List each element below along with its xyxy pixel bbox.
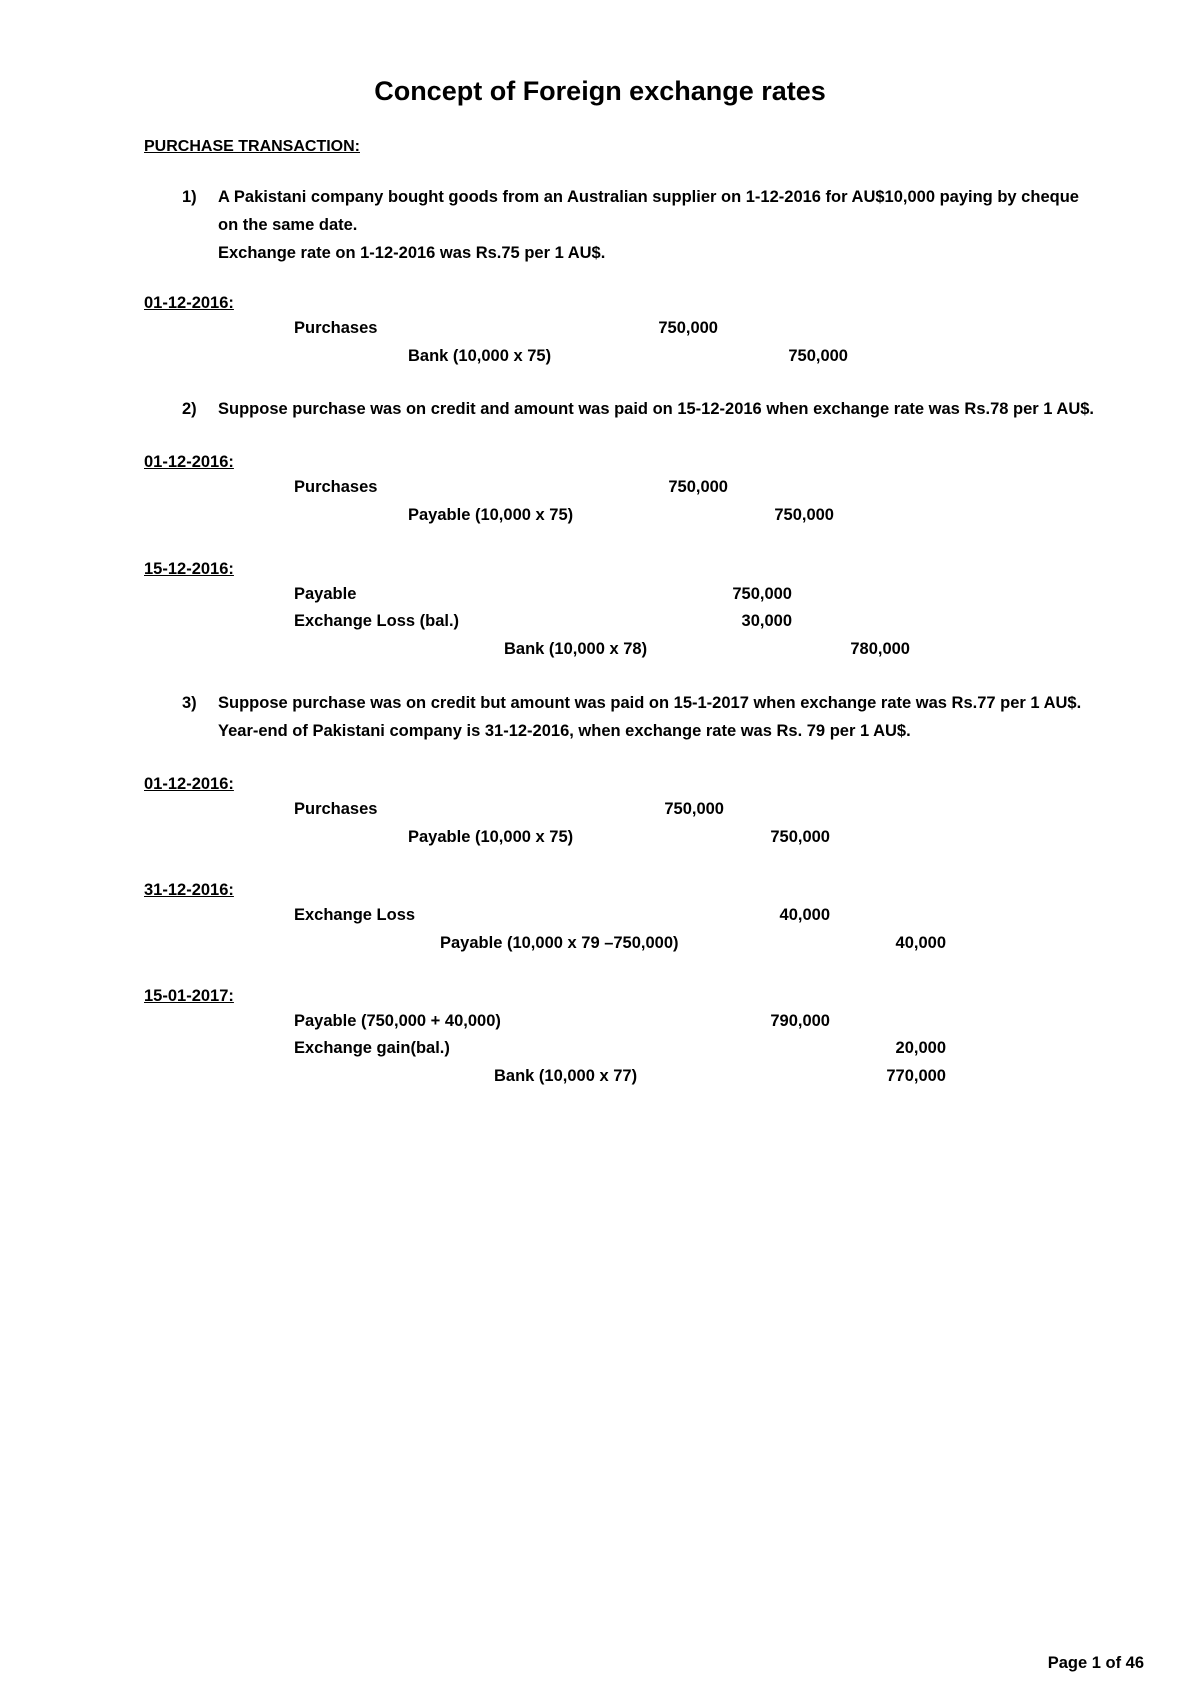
q3-entry2-debit-amount: 40,000 [779, 906, 830, 924]
q1-entry1-debit-amount: 750,000 [658, 319, 718, 337]
q3-entry1-debit-amount: 750,000 [664, 800, 724, 818]
page-title: Concept of Foreign exchange rates [374, 76, 826, 106]
page-number: Page 1 of 46 [1047, 1654, 1144, 1672]
q1-number: 1) [182, 188, 197, 206]
q1-entry1-debit-label: Purchases [294, 319, 378, 337]
q2-entry2-debit1-amount: 750,000 [732, 585, 792, 603]
q3-entry3-debit-amount: 790,000 [770, 1012, 830, 1030]
q2-entry1-credit-amount: 750,000 [774, 506, 834, 524]
q2-entry2-debit2-label: Exchange Loss (bal.) [294, 612, 460, 630]
q2-entry1-debit-amount: 750,000 [668, 478, 728, 496]
q3-entry3-credit1-label: Exchange gain(bal.) [294, 1039, 450, 1057]
q1-text-line1: A Pakistani company bought goods from an Australian supplier on 1-12-2016 for AU$10,000 paying by cheque [218, 188, 1079, 206]
q3-number: 3) [182, 694, 197, 712]
q3-entry2-credit-amount: 40,000 [895, 934, 946, 952]
q3-text-line2: Year-end of Pakistani company is 31-12-2016, when exchange rate was Rs. 79 per 1 AU$. [218, 722, 911, 740]
q2-entry1-date: 01-12-2016: [144, 453, 234, 471]
q2-entry2-credit-label: Bank (10,000 x 78) [504, 640, 648, 658]
q2-entry1-debit-label: Purchases [294, 478, 378, 496]
q3-entry1-credit-amount: 750,000 [770, 828, 830, 846]
q1-entry1-credit-label: Bank (10,000 x 75) [408, 347, 552, 365]
q3-entry3-date: 15-01-2017: [144, 987, 234, 1005]
q3-entry3-debit-label: Payable (750,000 + 40,000) [294, 1012, 501, 1030]
q3-entry2-credit-label: Payable (10,000 x 79 –750,000) [440, 934, 679, 952]
q3-entry2-debit-label: Exchange Loss [294, 906, 416, 924]
q2-entry2-debit2-amount: 30,000 [741, 612, 792, 630]
q2-entry1-credit-label: Payable (10,000 x 75) [408, 506, 574, 524]
q1-entry1-credit-amount: 750,000 [788, 347, 848, 365]
q3-entry1-date: 01-12-2016: [144, 775, 234, 793]
q3-entry1-debit-label: Purchases [294, 800, 378, 818]
q3-entry3-credit2-label: Bank (10,000 x 77) [494, 1067, 638, 1085]
q3-entry2-date: 31-12-2016: [144, 881, 234, 899]
q2-number: 2) [182, 400, 197, 418]
q3-entry1-credit-label: Payable (10,000 x 75) [408, 828, 574, 846]
q2-text-line1: Suppose purchase was on credit and amount was paid on 15-12-2016 when exchange rate was Rs.78 per 1 AU$. [218, 400, 1095, 418]
q1-text-line3: Exchange rate on 1-12-2016 was Rs.75 per 1 AU$. [218, 244, 606, 262]
q3-text-line1: Suppose purchase was on credit but amount was paid on 15-1-2017 when exchange rate was Rs.77 per 1 AU$. [218, 694, 1082, 712]
q2-entry2-debit1-label: Payable [294, 585, 357, 603]
q1-text-line2: on the same date. [218, 216, 358, 234]
q3-entry3-credit2-amount: 770,000 [886, 1067, 946, 1085]
q2-entry2-date: 15-12-2016: [144, 560, 234, 578]
q1-entry1-date: 01-12-2016: [144, 294, 234, 312]
section-heading: PURCHASE TRANSACTION: [144, 138, 360, 155]
q3-entry3-credit1-amount: 20,000 [895, 1039, 946, 1057]
q2-entry2-credit-amount: 780,000 [850, 640, 910, 658]
